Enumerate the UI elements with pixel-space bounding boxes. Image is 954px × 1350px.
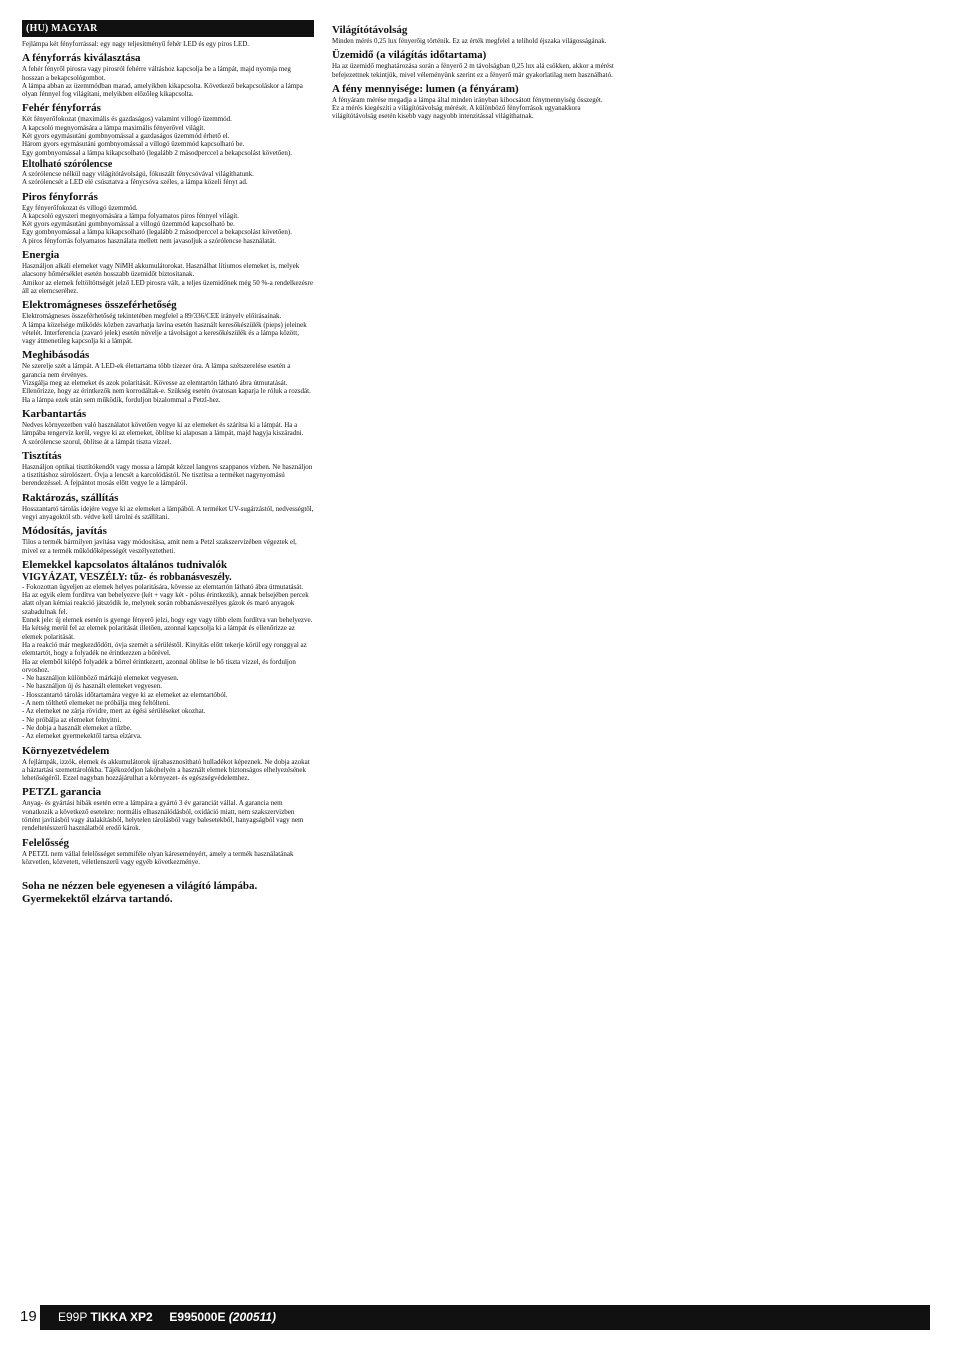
footer-product: TIKKA XP2 (90, 1310, 153, 1324)
section (22, 191, 314, 245)
section-text: Használjon optikai tisztítókendőt vagy mossa a lámpát kézzel langyos szappanos vízben. Ne használjon a tisztításhoz súrolószert. Óvja a lencsét a karcolódástól. Ne tisztítsa a terméket nagynyomású berendezéssel. A fejpántot mosás előtt vegye le a lámpáról. (22, 462, 313, 488)
page-number: 19 (20, 1308, 37, 1325)
section-text: A fehér fényről pirosra vagy pirosról fehérre váltáshoz kapcsolja be a lámpát, majd nyomja meg hosszan a bekapcsológombot. A lámpa abban az üzemmódban marad, amelyikben kikapcsolta. Következő bekapcsoláskor a lámpa olyan fénnyel fog világítani, melyikben előzőleg kikapcsolta. (22, 65, 303, 99)
footer-code: E99P (58, 1310, 88, 1324)
section-title: Környezetvédelem (22, 744, 110, 757)
section-text: Használjon alkáli elemeket vagy NiMH akkumulátorokat. Használhat lítiumos elemeket is, melyek alacsony hőmérséklet esetén hosszabb üzemidőt biztosítanak. Amikor az elemek feltöltöttségét jelző LED pirosra vált, a teljes üzemidőnek még 50 %-a rendelkezésre áll az elemcseréhez. (22, 262, 313, 295)
section-title: Tisztítás (22, 449, 62, 462)
section-text: Két fényerőfokozat (maximális és gazdaságos) valamint villogó üzemmód. A kapcsoló megnyomására a lámpa maximális fényerővel világít. Két gyors egymásutáni gombnyomással a gazdaságos üzemmód érhető el. Három gyors egymásutáni gombnyomással a villogó üzemmód kapcsolható be. Egy gombnyomással a lámpa kikapcsolható (legalább 2 másodperccel a bekapcsolást követően). (22, 115, 292, 157)
section-title: Meghibásodás (22, 349, 90, 362)
section-text: Nedves környezetben való használatot követően vegye ki az elemeket és szárítsa ki a lámpát. Ha a lámpába tengervíz kerül, vegye ki az elemeket, öblítse ki alaposan a lámpát, majd hagyja kiszáradni. A szórólencse szorul, öblítse át a lámpát tiszta vízzel. (22, 420, 304, 446)
section-title: Világítótávolság (332, 24, 408, 36)
section (22, 450, 314, 488)
section-title: Fehér fényforrás (22, 102, 101, 115)
section-title: Felelősség (22, 836, 70, 849)
section (332, 49, 620, 79)
section (22, 349, 314, 403)
section-title: Energia (22, 249, 60, 262)
left-sections (22, 52, 314, 866)
section (332, 83, 620, 121)
footer-date-code: (200511) (228, 1310, 276, 1324)
section-text: Minden mérés 0,25 lux fényerőig történik. Ez az érték megfelel a telihold éjszaka világosságának. (332, 37, 607, 45)
left-column (22, 20, 314, 906)
section (22, 299, 314, 345)
page-footer (20, 1305, 930, 1330)
footer-bar (40, 1305, 930, 1330)
section-text: Hosszantartó tárolás idejére vegye ki az elemeket a lámpából. A terméket UV-sugárzástól, nedvességtől, vegyi anyagoktól stb. védve kell tárolni és szállítani. (22, 504, 314, 521)
section (22, 786, 314, 832)
section-subtext: A szórólencse nélkül nagy világítótávolságú, fókuszált fénycsóvával világíthatunk. A szórólencsét a LED elé csúsztatva a fénycsóva széles, a lámpa közeli fényt ad. (22, 169, 254, 187)
section-title: Elektromágneses összeférhetőség (22, 299, 177, 312)
section-subtitle: Eltolható szórólencse (22, 158, 113, 170)
section-title: Üzemidő (a világítás időtartama) (332, 49, 487, 62)
section (22, 249, 314, 295)
section (22, 102, 314, 186)
section-text: Anyag- és gyártási hibák esetén erre a lámpára a gyártó 3 év garanciát vállal. A garancia nem vonatkozik a következő esetekre: normális elhasználódásból, oxidáció miatt, nem szakszervizben történt javításból vagy átalakításból, helytelen tárolásból vagy balesetekből, hanyagságból vagy nem rendeltetésszerű használatból eredő károk. (22, 799, 304, 833)
right-sections (332, 24, 620, 121)
language-header: (HU) MAGYAR (22, 20, 314, 37)
section-title: Elemekkel kapcsolatos általános tudnivalók (22, 558, 228, 571)
section-title: A fény mennyisége: lumen (a fényáram) (332, 82, 519, 95)
section-warning: VIGYÁZAT, VESZÉLY: tűz- és robbanásveszély. (22, 571, 232, 583)
section (22, 525, 314, 555)
section (22, 745, 314, 783)
section-text: A fényáram mérése megadja a lámpa által minden irányban kibocsátott fénymennyiség összegét. Ez a mérés kiegészíti a világítótávolság mérését. A különböző fényforrások ugyanakkora világítótávolság esetén kisebb vagy nagyobb intenzitással világíthatnak. (332, 95, 603, 121)
section-title: Módosítás, javítás (22, 525, 107, 538)
section (22, 52, 314, 98)
section-text: A PETZL nem vállal felelősséget semmiféle olyan káreseményért, amely a termék használatának közvetlen, közvetett, véletlenszerű vagy egyéb következménye. (22, 849, 294, 866)
section-title: Raktározás, szállítás (22, 491, 119, 504)
final-notice: Soha ne nézzen bele egyenesen a világító lámpába. Gyermekektől elzárva tartandó. (22, 880, 258, 906)
section (22, 408, 314, 446)
section-title: PETZL garancia (22, 786, 102, 799)
section-text: Egy fényerőfokozat és villogó üzemmód. A kapcsoló egyszeri megnyomására a lámpa folyamatos piros fénnyel világít. Két gyors egymásutáni gombnyomással a villogó üzemmód kapcsolható be. Egy gombnyomással a lámpa kikapcsolható (legalább 2 másodperccel a bekapcsolást követően). A piros fényforrás folyamatos használata mellett nem javasoljuk a szórólencse használatát. (22, 203, 292, 245)
section-title: Piros fényforrás (22, 190, 98, 203)
section-text: Tilos a termék bármilyen javítása vagy módosítása, amit nem a Petzl szakszervizében végeztek el, mivel ez a termék működőképességét veszélyeztetheti. (22, 538, 297, 555)
intro-text: Fejlámpa két fényforrással: egy nagy teljesítményű fehér LED és egy piros LED. (22, 40, 250, 48)
section-title: A fényforrás kiválasztása (22, 52, 141, 65)
section-text: A fejlámpák, izzók, elemek és akkumulátorok újrahasznosítható hulladékot képeznek. Ne dobja azokat a háztartási szemettárolókba. Tájékozódjon lakóhelyén a használt elemek biztonságos elhelyezésének lehetőségéről. Ezzel nagyban hozzájárulhat a környezet- és egészségvédelemhez. (22, 757, 310, 783)
section (22, 559, 314, 741)
section (22, 837, 314, 867)
section-text: Elektromágneses összeférhetőség tekintetében megfelel a 89/336/CEE irányelv előírásainak. A lámpa közelsége működés közben zavarhatja lavina esetén használt keresőkészülék (pieps) jeleinek vételét. Interferencia (zavaró jelek) esetén növelje a távolságot a keresőkészülék és a lámpa között, vagy átmenetileg kapcsolja ki a lámpát. (22, 312, 307, 346)
section (22, 492, 314, 522)
section-text: - Fokozottan ügyeljen az elemek helyes polaritására, kövesse az elemtartón látható ábra útmutatását. Ha az egyik elem fordítva van behelyezve (két + vagy két - pólus érintkezik), annak belsejében percek alatt olyan kémiai reakció játszódik le, melynek során robbanásveszélyes gázok és maró anyagok szabadulnak fel. Ennek jele: új elemek esetén is gyenge fényerő jelzi, hogy egy vagy több elem fordítva van behelyezve. Ha kétség merül fel az elemek polaritását illetően, azonnal kapcsolja ki a lámpát és ellenőrizze az elemek polaritását. Ha a reakció már megkezdődött, óvja szemét a sérüléstől. Kinyitás előtt tekerje körül egy ronggyal az elemtartót, hogy a folyadék ne érintkezzen a bőrével. Ha az elemből kilépő folyadék a bőrrel érintkezett, azonnal öblítse le bő tiszta vízzel, és forduljon orvoshoz. - Ne használjon különböző márkájú elemeket vegyesen. - Ne használjon új és használt elemeket vegyesen. - Hosszantartó tárolás időtartamára vegye ki az elemeket az elemtartóból. - A nem tölthető elemeket ne próbálja meg feltölteni. - Az elemeket ne zárja rövidre, mert az égési sérüléseket okozhat. - Ne próbálja az elemeket felnyitni. - Ne dobja a használt elemeket a tűzbe. - Az elemeket gyermekektől tartsa elzárva. (22, 582, 313, 741)
footer-doc-code: E995000E (169, 1310, 226, 1324)
section (332, 24, 620, 45)
section-text: Ne szerelje szét a lámpát. A LED-ek élettartama több tízezer óra. A lámpa szétszerelése esetén a garancia nem érvényes. Vizsgálja meg az elemeket és azok polaritását. Kövesse az elemtartón látható ábra útmutatását. Ellenőrizze, hogy az érintkezők nem korrodáltak-e. Szükség esetén óvatosan kaparja le róluk a rozsdát. Ha a lámpa ezek után sem működik, forduljon bizalommal a Petzl-hez. (22, 362, 311, 404)
section-text: Ha az üzemidő meghatározása során a fényerő 2 m távolságban 0,25 lux alá csökken, akkor a mérést befejezettnek tekintjük, mivel véleményünk szerint ez a fényerő már gyakorlatilag nem használható. (332, 62, 614, 79)
section-title: Karbantartás (22, 407, 87, 420)
right-column (332, 20, 620, 125)
